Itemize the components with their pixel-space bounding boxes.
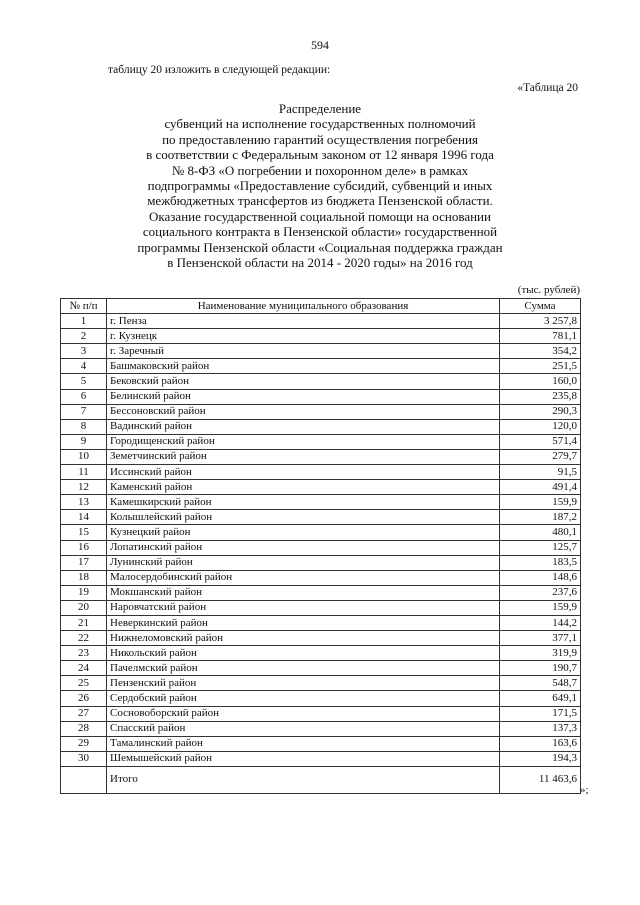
municipality-name: Мокшанский район xyxy=(107,585,500,600)
title-line: межбюджетных трансфертов из бюджета Пензенской области. xyxy=(147,193,493,209)
table-row xyxy=(61,344,581,359)
row-number: 15 xyxy=(61,525,107,540)
row-number: 21 xyxy=(61,615,107,630)
row-number: 18 xyxy=(61,570,107,585)
municipality-name: Камешкирский район xyxy=(107,495,500,510)
header-name: Наименование муниципального образования xyxy=(107,299,500,314)
title-line: субвенций на исполнение государственных полномочий xyxy=(164,116,476,132)
amount: 3 257,8 xyxy=(500,314,581,329)
table-header-row xyxy=(61,299,581,314)
table-row xyxy=(61,434,581,449)
amount: 237,6 xyxy=(500,585,581,600)
title-line: по предоставлению гарантий осуществления погребения xyxy=(162,131,478,147)
table-row xyxy=(61,570,581,585)
municipality-name: Вадинский район xyxy=(107,419,500,434)
title-line: Оказание государственной социальной помощи на основании xyxy=(149,208,491,224)
units-label: (тыс. рублей) xyxy=(517,284,580,296)
table-row xyxy=(61,646,581,661)
table-row xyxy=(61,374,581,389)
amount: 120,0 xyxy=(500,419,581,434)
row-number: 8 xyxy=(61,419,107,434)
row-number: 4 xyxy=(61,359,107,374)
amount: 491,4 xyxy=(500,480,581,495)
row-number: 9 xyxy=(61,434,107,449)
table-row xyxy=(61,721,581,736)
amount: 148,6 xyxy=(500,570,581,585)
table-row xyxy=(61,465,581,480)
amount: 190,7 xyxy=(500,661,581,676)
amount: 171,5 xyxy=(500,706,581,721)
municipality-name: Пачелмский район xyxy=(107,661,500,676)
municipality-name: Лунинский район xyxy=(107,555,500,570)
row-number: 28 xyxy=(61,721,107,736)
table-row xyxy=(61,555,581,570)
municipality-name: Пензенский район xyxy=(107,676,500,691)
row-number: 6 xyxy=(61,389,107,404)
row-number: 29 xyxy=(61,736,107,751)
title-line: подпрограммы «Предоставление субсидий, субвенций и иных xyxy=(147,178,493,194)
row-number: 5 xyxy=(61,374,107,389)
row-number: 24 xyxy=(61,661,107,676)
municipality-name: Бессоновский район xyxy=(107,404,500,419)
row-number: 14 xyxy=(61,510,107,525)
municipality-name: Земетчинский район xyxy=(107,449,500,464)
row-number: 19 xyxy=(61,585,107,600)
table-row xyxy=(61,751,581,766)
table-row xyxy=(61,419,581,434)
amount: 290,3 xyxy=(500,404,581,419)
table-row xyxy=(61,540,581,555)
amount: 163,6 xyxy=(500,736,581,751)
municipality-name: Тамалинский район xyxy=(107,736,500,751)
table-row xyxy=(61,691,581,706)
municipality-name: Никольский район xyxy=(107,646,500,661)
title-line: № 8-ФЗ «О погребении и похоронном деле» в рамках xyxy=(171,162,469,178)
table-row xyxy=(61,314,581,329)
amount: 183,5 xyxy=(500,555,581,570)
row-number: 1 xyxy=(61,314,107,329)
amount: 354,2 xyxy=(500,344,581,359)
amount: 187,2 xyxy=(500,510,581,525)
amount: 781,1 xyxy=(500,329,581,344)
municipality-name: Каменский район xyxy=(107,480,500,495)
municipality-name: Городищенский район xyxy=(107,434,500,449)
title-line: в соответствии с Федеральным законом от 12 января 1996 года xyxy=(146,147,494,163)
row-number: 12 xyxy=(61,480,107,495)
amount: 137,3 xyxy=(500,721,581,736)
table-row xyxy=(61,404,581,419)
title-line: социального контракта в Пензенской области» государственной xyxy=(142,224,498,240)
table-row xyxy=(61,329,581,344)
table-row xyxy=(61,495,581,510)
row-number: 2 xyxy=(61,329,107,344)
municipality-name: Бековский район xyxy=(107,374,500,389)
table-reference: «Таблица 20 xyxy=(517,82,578,94)
total-row xyxy=(61,766,581,793)
table-row xyxy=(61,389,581,404)
row-number: 30 xyxy=(61,751,107,766)
amount: 548,7 xyxy=(500,676,581,691)
amount: 159,9 xyxy=(500,495,581,510)
municipality-name: Колышлейский район xyxy=(107,510,500,525)
intro-text: таблицу 20 изложить в следующей редакции: xyxy=(108,64,331,76)
municipality-name: Сосновоборский район xyxy=(107,706,500,721)
municipality-name: Иссинский район xyxy=(107,465,500,480)
municipality-name: Нижнеломовский район xyxy=(107,631,500,646)
amount: 480,1 xyxy=(500,525,581,540)
table-row xyxy=(61,661,581,676)
table-row xyxy=(61,510,581,525)
table-row xyxy=(61,585,581,600)
amount: 160,0 xyxy=(500,374,581,389)
municipality-name: Кузнецкий район xyxy=(107,525,500,540)
amount: 251,5 xyxy=(500,359,581,374)
amount: 319,9 xyxy=(500,646,581,661)
amount: 159,9 xyxy=(500,600,581,615)
row-number: 7 xyxy=(61,404,107,419)
table-row xyxy=(61,525,581,540)
municipality-name: г. Кузнецк xyxy=(107,329,500,344)
table-row xyxy=(61,480,581,495)
header-num: № п/п xyxy=(61,299,107,314)
amount: 649,1 xyxy=(500,691,581,706)
municipality-name: Неверкинский район xyxy=(107,615,500,630)
table-row xyxy=(61,736,581,751)
table-row xyxy=(61,449,581,464)
municipality-name: Спасский район xyxy=(107,721,500,736)
page-number: 594 xyxy=(311,38,329,52)
row-number: 22 xyxy=(61,631,107,646)
table-row xyxy=(61,706,581,721)
municipality-name: Белинский район xyxy=(107,389,500,404)
distribution-table xyxy=(60,298,581,794)
title-line: Распределение xyxy=(278,101,362,116)
municipality-name: Шемышейский район xyxy=(107,751,500,766)
table-row xyxy=(61,615,581,630)
table-row xyxy=(61,676,581,691)
row-number: 27 xyxy=(61,706,107,721)
table-title xyxy=(60,101,580,270)
amount: 144,2 xyxy=(500,615,581,630)
row-number: 25 xyxy=(61,676,107,691)
title-line: программы Пензенской области «Социальная поддержка граждан xyxy=(137,239,503,255)
row-number: 10 xyxy=(61,449,107,464)
title-line: в Пензенской области на 2014 - 2020 годы» на 2016 год xyxy=(167,255,473,271)
amount: 279,7 xyxy=(500,449,581,464)
table-row xyxy=(61,359,581,374)
row-number: 20 xyxy=(61,600,107,615)
municipality-name: Малосердобинский район xyxy=(107,570,500,585)
municipality-name: Лопатинский район xyxy=(107,540,500,555)
row-number: 13 xyxy=(61,495,107,510)
total-amount: 11 463,6 xyxy=(500,766,581,793)
row-number: 16 xyxy=(61,540,107,555)
total-label: Итого xyxy=(107,766,500,793)
row-number: 23 xyxy=(61,646,107,661)
row-number: 3 xyxy=(61,344,107,359)
header-sum: Сумма xyxy=(500,299,581,314)
amount: 377,1 xyxy=(500,631,581,646)
table-row xyxy=(61,600,581,615)
municipality-name: Башмаковский район xyxy=(107,359,500,374)
row-number: 26 xyxy=(61,691,107,706)
row-number: 11 xyxy=(61,465,107,480)
row-number: 17 xyxy=(61,555,107,570)
table-row xyxy=(61,631,581,646)
total-num-cell xyxy=(61,766,107,793)
amount: 571,4 xyxy=(500,434,581,449)
amount: 194,3 xyxy=(500,751,581,766)
amount: 125,7 xyxy=(500,540,581,555)
municipality-name: Сердобский район xyxy=(107,691,500,706)
municipality-name: г. Заречный xyxy=(107,344,500,359)
municipality-name: г. Пенза xyxy=(107,314,500,329)
amount: 235,8 xyxy=(500,389,581,404)
closing-suffix: »; xyxy=(580,784,589,796)
municipality-name: Наровчатский район xyxy=(107,600,500,615)
amount: 91,5 xyxy=(500,465,581,480)
